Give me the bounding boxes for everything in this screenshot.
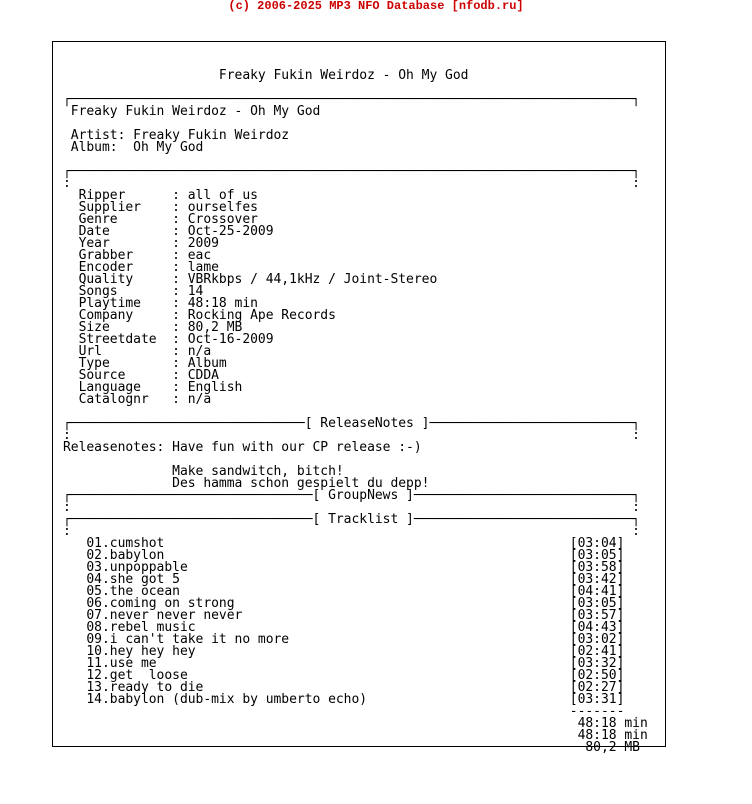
nfo-line: 03.unpoppable [03:58] — [63, 560, 625, 575]
nfo-line: 13.ready to die [02:27] — [63, 680, 625, 695]
copyright-banner: (c) 2006-2025 MP3 NFO Database [nfodb.ru] — [228, 0, 524, 13]
nfo-line: Streetdate : Oct-16-2009 — [63, 332, 274, 347]
nfo-line: : : — [63, 176, 640, 191]
nfo-line: Grabber : eac — [63, 248, 212, 263]
nfo-line: : : — [63, 500, 640, 515]
nfo-line: Size : 80,2 MB — [63, 320, 243, 335]
nfo-line: ------- — [63, 704, 625, 719]
nfo-line: Encoder : lame — [63, 260, 219, 275]
nfo-line: Releasenotes: Have fun with our CP release :-) — [63, 440, 422, 455]
nfo-line: ┌────────────────────────────────────────────────────────────────────────┐ — [63, 92, 640, 107]
nfo-line: ┌───────────────────────────────[ GroupNews ]────────────────────────────┐ — [63, 488, 640, 503]
nfo-line: Freaky Fukin Weirdoz - Oh My God — [63, 104, 321, 119]
nfo-line: 14.babylon (dub-mix by umberto echo) [03:31] — [63, 692, 625, 707]
nfo-line: : : — [63, 428, 640, 443]
nfo-line: Make sandwitch, bitch! — [63, 464, 344, 479]
nfo-line: 02.babylon [03:05] — [63, 548, 625, 563]
nfo-line: Supplier : ourselfes — [63, 200, 258, 215]
nfo-line: 05.the ocean [04:41] — [63, 584, 625, 599]
nfo-line: 06.coming on strong [03:05] — [63, 596, 625, 611]
nfo-line: 12.get loose [02:50] — [63, 668, 625, 683]
nfo-line: Language : English — [63, 380, 243, 395]
nfo-line: Songs : 14 — [63, 284, 204, 299]
nfo-line: Freaky Fukin Weirdoz - Oh My God — [63, 68, 469, 83]
nfo-line: Des hamma schon gespielt du depp! — [63, 476, 430, 491]
nfo-line: 48:18 min — [63, 728, 648, 743]
nfo-line: 09.i can't take it no more [03:02] — [63, 632, 625, 647]
nfo-line: 11.use me [03:32] — [63, 656, 625, 671]
nfo-line: Ripper : all of us — [63, 188, 258, 203]
nfo-line: 80,2 MB — [63, 740, 640, 755]
nfo-line: ┌──────────────────────────────[ ReleaseNotes ]──────────────────────────┐ — [63, 416, 640, 431]
nfo-line: Genre : Crossover — [63, 212, 258, 227]
nfo-line: Playtime : 48:18 min — [63, 296, 258, 311]
nfo-line: Quality : VBRkbps / 44,1kHz / Joint-Stereo — [63, 272, 438, 287]
nfo-line: Album: Oh My God — [63, 140, 204, 155]
nfo-line: 08.rebel music [04:43] — [63, 620, 625, 635]
nfo-line: 48:18 min — [63, 716, 648, 731]
nfo-line: Type : Album — [63, 356, 227, 371]
nfo-line: Date : Oct-25-2009 — [63, 224, 274, 239]
nfo-line: 10.hey hey hey [02:41] — [63, 644, 625, 659]
nfo-line: : : — [63, 524, 640, 539]
nfo-line: Artist: Freaky Fukin Weirdoz — [63, 128, 290, 143]
nfo-line: Company : Rocking Ape Records — [63, 308, 336, 323]
nfo-line: ┌────────────────────────────────────────────────────────────────────────┐ — [63, 164, 640, 179]
nfo-line: 01.cumshot [03:04] — [63, 536, 625, 551]
nfo-line: ┌───────────────────────────────[ Tracklist ]────────────────────────────┐ — [63, 512, 640, 527]
nfo-line: Year : 2009 — [63, 236, 219, 251]
nfo-line: 07.never never never [03:57] — [63, 608, 625, 623]
nfo-text-block — [63, 58, 648, 754]
nfo-line: Catalognr : n/a — [63, 392, 212, 407]
nfo-line: Url : n/a — [63, 344, 212, 359]
nfo-line: Source : CDDA — [63, 368, 219, 383]
nfo-document — [52, 41, 666, 755]
nfo-line: 04.she got 5 [03:42] — [63, 572, 625, 587]
